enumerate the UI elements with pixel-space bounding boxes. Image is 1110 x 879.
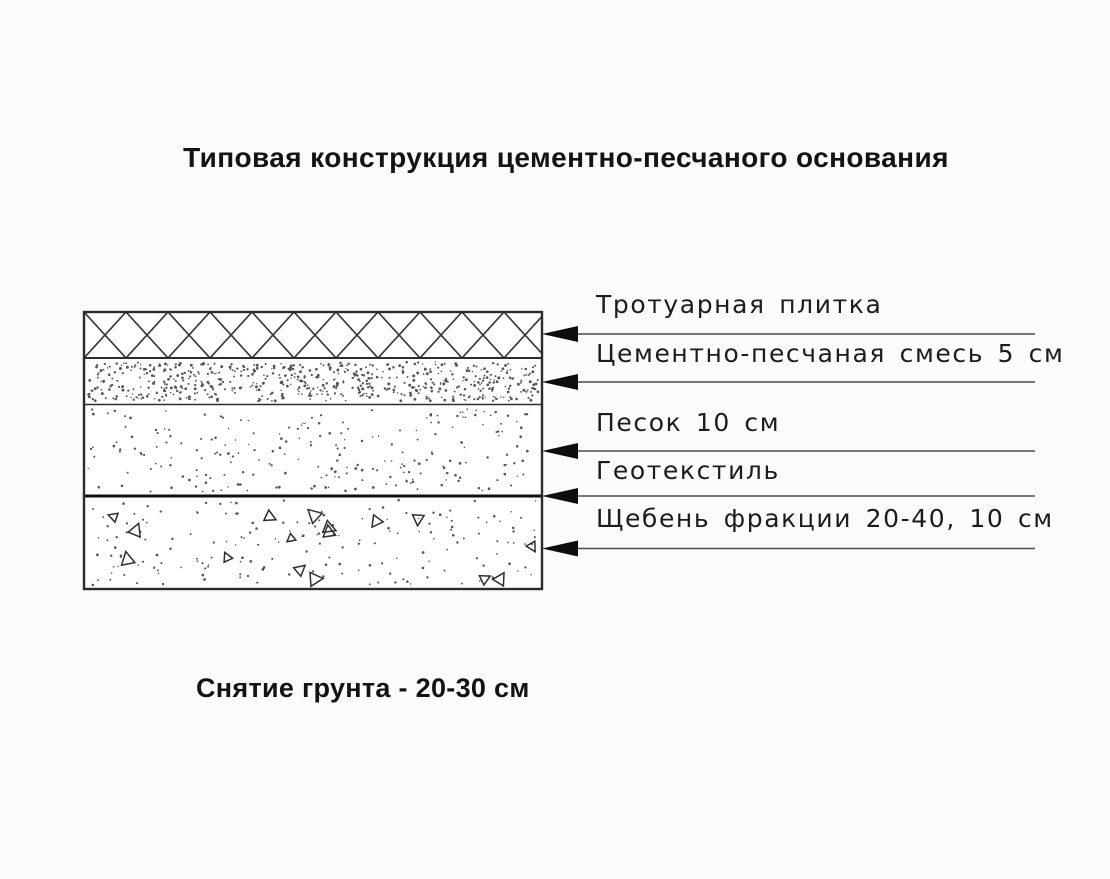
leader-arrow-icon xyxy=(542,443,578,459)
leader-arrow-icon xyxy=(542,541,578,557)
layer-paving-tile-hatch xyxy=(84,312,542,358)
leader-arrow-icon xyxy=(542,374,578,390)
label-sand: Песок 10 см xyxy=(596,408,781,437)
label-geotextile: Геотекстиль xyxy=(596,456,780,485)
leader-arrows xyxy=(542,326,578,557)
label-paving-tile: Тротуарная плитка xyxy=(596,290,883,319)
ground-removal-note: Снятие грунта - 20-30 см xyxy=(196,673,530,703)
label-crushed-stone: Щебень фракции 20-40, 10 см xyxy=(596,504,1054,533)
leader-arrow-icon xyxy=(542,488,578,504)
leader-arrow-icon xyxy=(542,326,578,342)
page-title: Типовая конструкция цементно-песчаного основания xyxy=(183,142,949,173)
label-cement-sand: Цементно-песчаная смесь 5 см xyxy=(596,339,1065,368)
